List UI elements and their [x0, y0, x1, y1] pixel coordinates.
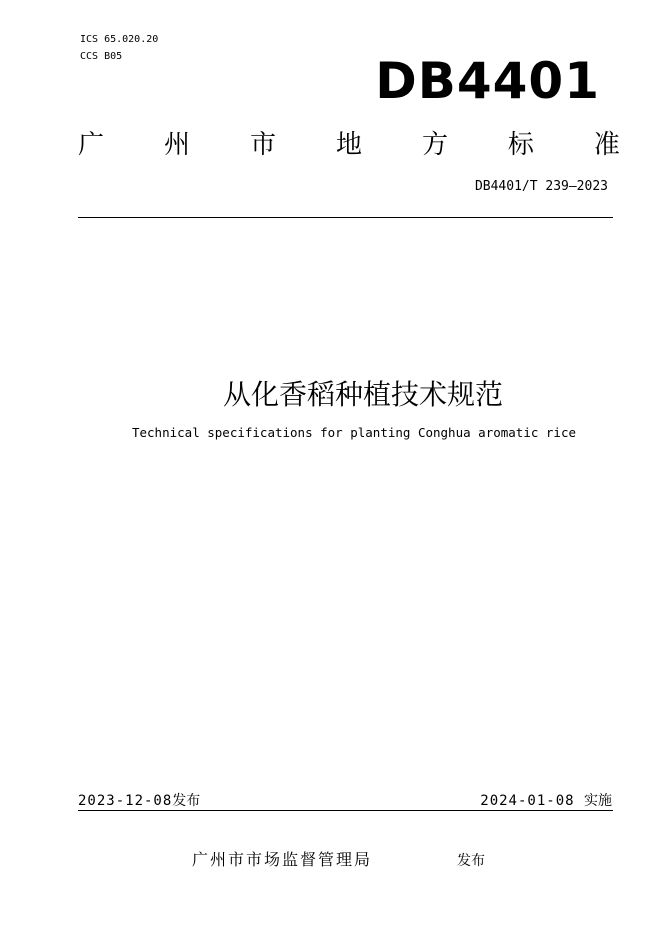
- standard-logo: DB4401: [375, 52, 600, 110]
- issue-date: [78, 792, 200, 810]
- implementation-date-value: 2024-01-08: [480, 793, 575, 809]
- footer-divider: [78, 810, 613, 811]
- document-title-english: Technical specifications for planting Conghua aromatic rice: [131, 425, 576, 440]
- header-divider: [78, 217, 613, 218]
- standard-type-char: 州: [163, 130, 190, 160]
- issuing-authority-suffix: 发布: [457, 853, 485, 869]
- standard-type-char: 地: [335, 130, 362, 160]
- standard-type-char: 广: [78, 130, 105, 160]
- standard-type-char: 标: [507, 130, 534, 160]
- issue-date-value: 2023-12-08: [78, 793, 173, 809]
- implementation-date: [480, 792, 612, 810]
- ics-code: ICS 65.020.20: [80, 34, 159, 45]
- standard-type-char: 市: [249, 130, 276, 160]
- implementation-date-suffix: 实施: [584, 793, 612, 809]
- standard-number: DB4401/T 239—2023: [474, 179, 608, 194]
- standard-type-char: 方: [421, 130, 448, 160]
- issue-date-suffix: 发布: [172, 793, 201, 809]
- ccs-code: CCS B05: [80, 51, 123, 62]
- standard-type-heading: [78, 128, 620, 162]
- issuing-authority: 广州市市场监督管理局: [192, 850, 373, 869]
- standard-type-char: 准: [593, 130, 620, 160]
- document-title-chinese: 从化香稻种植技术规范: [222, 378, 503, 411]
